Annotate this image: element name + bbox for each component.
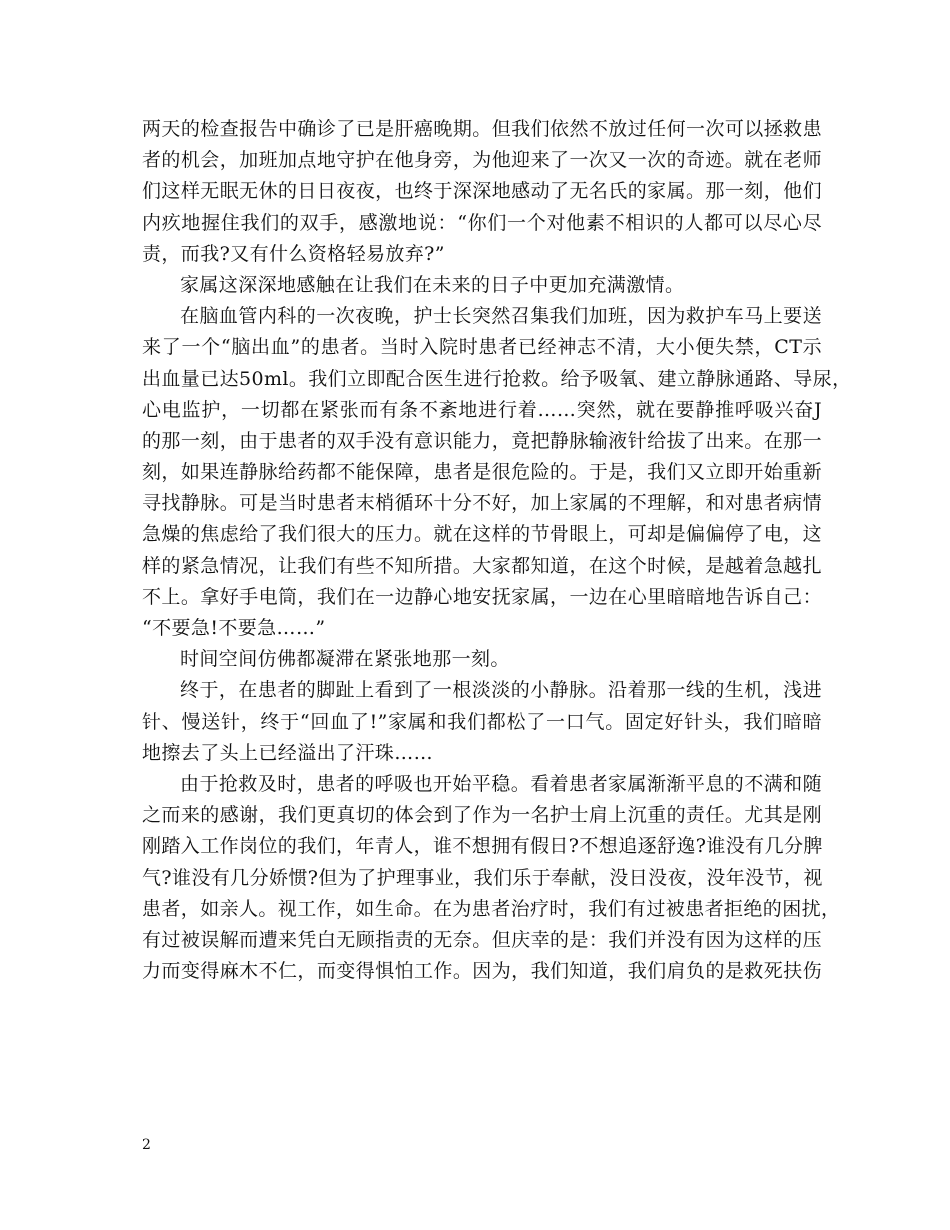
text-line: 急燥的焦虑给了我们很大的压力。就在这样的节骨眼上，可却是偏偏停了电，这 xyxy=(142,523,822,546)
text-line: 寻找静脉。可是当时患者末梢循环十分不好，加上家属的不理解，和对患者病情 xyxy=(142,492,822,515)
text-line: 的那一刻，由于患者的双手没有意识能力，竟把静脉输液针给拔了出来。在那一 xyxy=(142,429,822,452)
text-line: 在脑血管内科的一次夜晚，护士长突然召集我们加班，因为救护车马上要送 xyxy=(180,305,822,328)
text-line: 出血量已达50ml。我们立即配合医生进行抢救。给予吸氧、建立静脉通路、导尿， xyxy=(142,367,852,390)
body-text xyxy=(142,114,852,987)
text-line: 由于抢救及时，患者的呼吸也开始平稳。看着患者家属渐渐平息的不满和随 xyxy=(180,772,822,795)
text-line: 两天的检查报告中确诊了已是肝癌晚期。但我们依然不放过任何一次可以拯救患 xyxy=(142,118,822,140)
text-line: 们这样无眠无休的日日夜夜，也终于深深地感动了无名氏的家属。那一刻，他们 xyxy=(142,180,822,203)
text-line: 来了一个“脑出血”的患者。当时入院时患者已经神志不清，大小便失禁，CT示 xyxy=(142,336,822,359)
text-line: 终于，在患者的脚趾上看到了一根淡淡的小静脉。沿着那一线的生机，浅进 xyxy=(180,679,822,702)
text-line: 针、慢送针，终于“回血了!”家属和我们都松了一口气。固定好针头，我们暗暗 xyxy=(142,710,822,733)
text-line: 地擦去了头上已经溢出了汗珠…… xyxy=(142,741,434,764)
text-line: 责，而我?又有什么资格轻易放弃?” xyxy=(142,242,445,265)
text-line: 患者，如亲人。视工作，如生命。在为患者治疗时，我们有过被患者拒绝的困扰， xyxy=(142,897,841,920)
text-line: 刻，如果连静脉给药都不能保障，患者是很危险的。于是，我们又立即开始重新 xyxy=(142,461,822,484)
text-line: 心电监护，一切都在紧张而有条不紊地进行着……突然，就在要静推呼吸兴奋J xyxy=(142,398,822,421)
text-line: 有过被误解而遭来凭白无顾指责的无奈。但庆幸的是：我们并没有因为这样的压 xyxy=(142,928,822,951)
text-line: 内疚地握住我们的双手，感激地说：“你们一个对他素不相识的人都可以尽心尽 xyxy=(142,211,822,234)
text-line: 家属这深深地感触在让我们在未来的日子中更加充满激情。 xyxy=(180,273,685,296)
text-line: 之而来的感谢，我们更真切的体会到了作为一名护士肩上沉重的责任。尤其是刚 xyxy=(142,804,822,827)
text-line: 不上。拿好手电筒，我们在一边静心地安抚家属，一边在心里暗暗地告诉自己： xyxy=(142,585,822,608)
text-line: 刚踏入工作岗位的我们，年青人，谁不想拥有假日?不想追逐舒逸?谁没有几分脾 xyxy=(142,835,823,858)
text-line: “不要急!不要急……” xyxy=(142,617,326,639)
page-number: 2 xyxy=(142,1137,151,1153)
text-line: 力而变得麻木不仁，而变得惧怕工作。因为，我们知道，我们肩负的是救死扶伤 xyxy=(142,960,822,983)
text-line: 样的紧急情况，让我们有些不知所措。大家都知道，在这个时候，是越着急越扎 xyxy=(142,554,822,577)
text-line: 者的机会，加班加点地守护在他身旁，为他迎来了一次又一次的奇迹。就在老师 xyxy=(142,149,822,172)
text-line: 时间空间仿佛都凝滞在紧张地那一刻。 xyxy=(180,648,510,671)
text-line: 气?谁没有几分娇惯?但为了护理事业，我们乐于奉献，没日没夜，没年没节，视 xyxy=(142,866,823,889)
